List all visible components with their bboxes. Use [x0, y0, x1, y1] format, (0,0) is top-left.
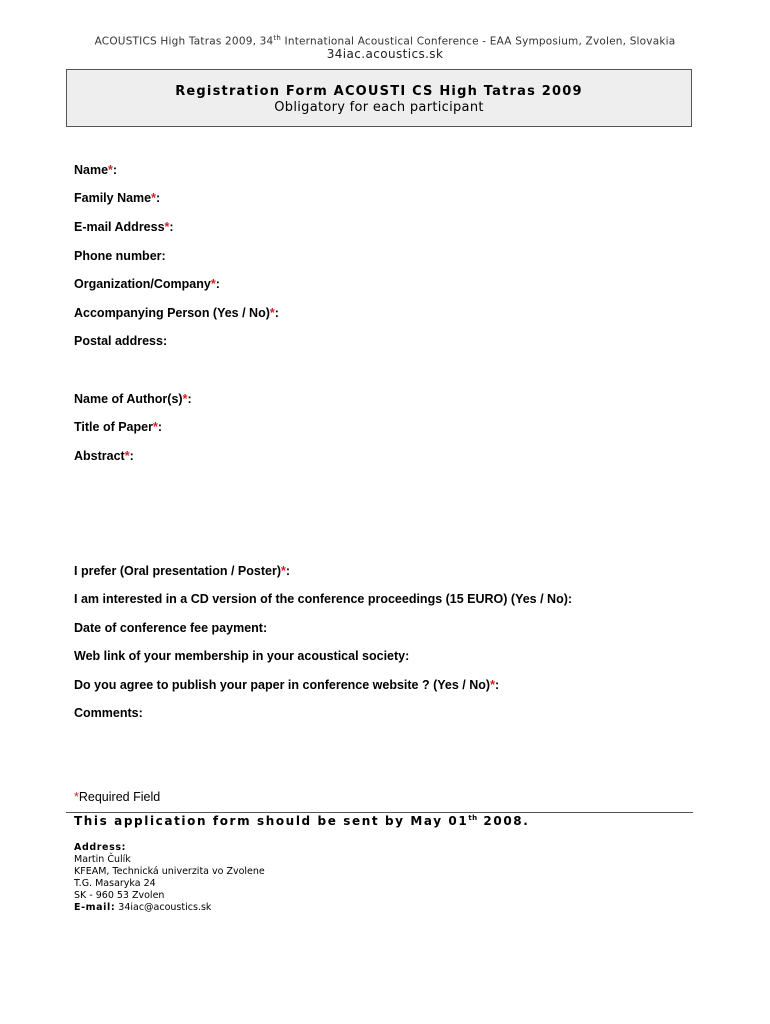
field-label: Web link of your membership in your acoustical society — [74, 649, 406, 663]
form-subtitle: Obligatory for each participant — [274, 100, 484, 115]
field-phone — [74, 249, 166, 263]
field-publish-consent — [74, 678, 499, 692]
field-organization — [74, 277, 220, 291]
field-label: Title of Paper — [74, 420, 153, 434]
field-postal-address — [74, 334, 167, 348]
field-label: Comments — [74, 706, 139, 720]
address-line: Martin Čulík — [74, 854, 131, 865]
deadline-text: This application form should be sent by May 01 — [74, 814, 469, 828]
colon: : — [187, 392, 192, 406]
address-line: SK - 960 53 Zvolen — [74, 890, 165, 901]
field-label: Organization/Company — [74, 277, 211, 291]
field-authors — [74, 392, 192, 406]
conference-header — [0, 34, 770, 48]
field-comments — [74, 706, 143, 720]
colon: : — [112, 163, 118, 177]
colon: : — [161, 249, 166, 263]
address-heading: Address: — [74, 842, 126, 853]
required-marker: * — [108, 163, 113, 177]
colon: : — [274, 306, 279, 320]
field-title-of-paper — [74, 420, 162, 434]
colon: : — [405, 649, 410, 663]
colon: : — [129, 449, 134, 463]
field-label: Accompanying Person (Yes / No) — [74, 306, 270, 320]
address-line: KFEAM, Technická univerzita vo Zvolene — [74, 866, 265, 877]
required-marker: * — [182, 392, 188, 406]
contact-address — [74, 842, 265, 914]
field-membership-link — [74, 649, 409, 663]
required-marker: * — [281, 564, 286, 578]
colon: : — [285, 564, 291, 578]
required-marker: * — [490, 678, 495, 692]
field-label: Date of conference fee payment — [74, 621, 263, 635]
address-line: T.G. Masaryka 24 — [74, 878, 156, 889]
required-marker: * — [269, 306, 275, 320]
field-label: E-mail Address — [74, 220, 165, 234]
field-accompanying-person — [74, 306, 279, 320]
header-text: ACOUSTICS High Tatras 2009, 34 — [94, 35, 274, 48]
required-marker: * — [151, 191, 156, 205]
deadline-notice — [74, 814, 529, 828]
field-abstract — [74, 449, 134, 463]
field-email — [74, 220, 174, 234]
required-marker: * — [74, 790, 79, 804]
field-label: Name of Author(s) — [74, 392, 183, 406]
required-marker: * — [152, 420, 158, 434]
conference-website: 34iac.acoustics.sk — [326, 47, 444, 61]
required-note-text: Required Field — [78, 790, 161, 804]
field-label: I am interested in a CD version of the conference proceedings (15 EURO) (Yes / No) — [74, 592, 568, 606]
colon: : — [156, 191, 161, 205]
divider — [66, 812, 693, 813]
field-fee-payment-date — [74, 621, 267, 635]
colon: : — [494, 678, 500, 692]
required-marker: * — [210, 277, 216, 291]
deadline-year: 2008. — [477, 814, 530, 828]
required-marker: * — [164, 220, 170, 234]
field-label: I prefer (Oral presentation / Poster) — [74, 564, 281, 578]
field-label: Phone number — [74, 249, 162, 263]
header-text-rest: International Acoustical Conference - EAA Symposium, Zvolen, Slovakia — [281, 35, 676, 48]
deadline-superscript: th — [468, 814, 478, 822]
field-label: Name — [74, 163, 109, 177]
colon: : — [169, 220, 174, 234]
field-label: Abstract — [74, 449, 125, 463]
field-label: Family Name — [74, 191, 152, 205]
field-presentation-preference — [74, 564, 290, 578]
colon: : — [567, 592, 573, 606]
field-label: Do you agree to publish your paper in conference website ? (Yes / No) — [74, 678, 491, 692]
contact-email — [74, 902, 265, 914]
header-superscript: th — [273, 34, 282, 42]
colon: : — [157, 420, 163, 434]
form-title: Registration Form ACOUSTI CS High Tatras 2009 — [175, 84, 583, 99]
colon: : — [262, 621, 268, 635]
required-marker: * — [124, 449, 130, 463]
colon: : — [138, 706, 143, 720]
colon: : — [162, 334, 168, 348]
required-field-note — [74, 790, 160, 804]
email-value: 34iac@acoustics.sk — [115, 902, 212, 913]
field-label: Postal address — [74, 334, 163, 348]
title-box — [66, 69, 692, 127]
field-cd-version — [74, 592, 572, 606]
field-name — [74, 163, 117, 177]
colon: : — [215, 277, 220, 291]
field-family-name — [74, 191, 160, 205]
email-label: E-mail: — [74, 902, 116, 913]
